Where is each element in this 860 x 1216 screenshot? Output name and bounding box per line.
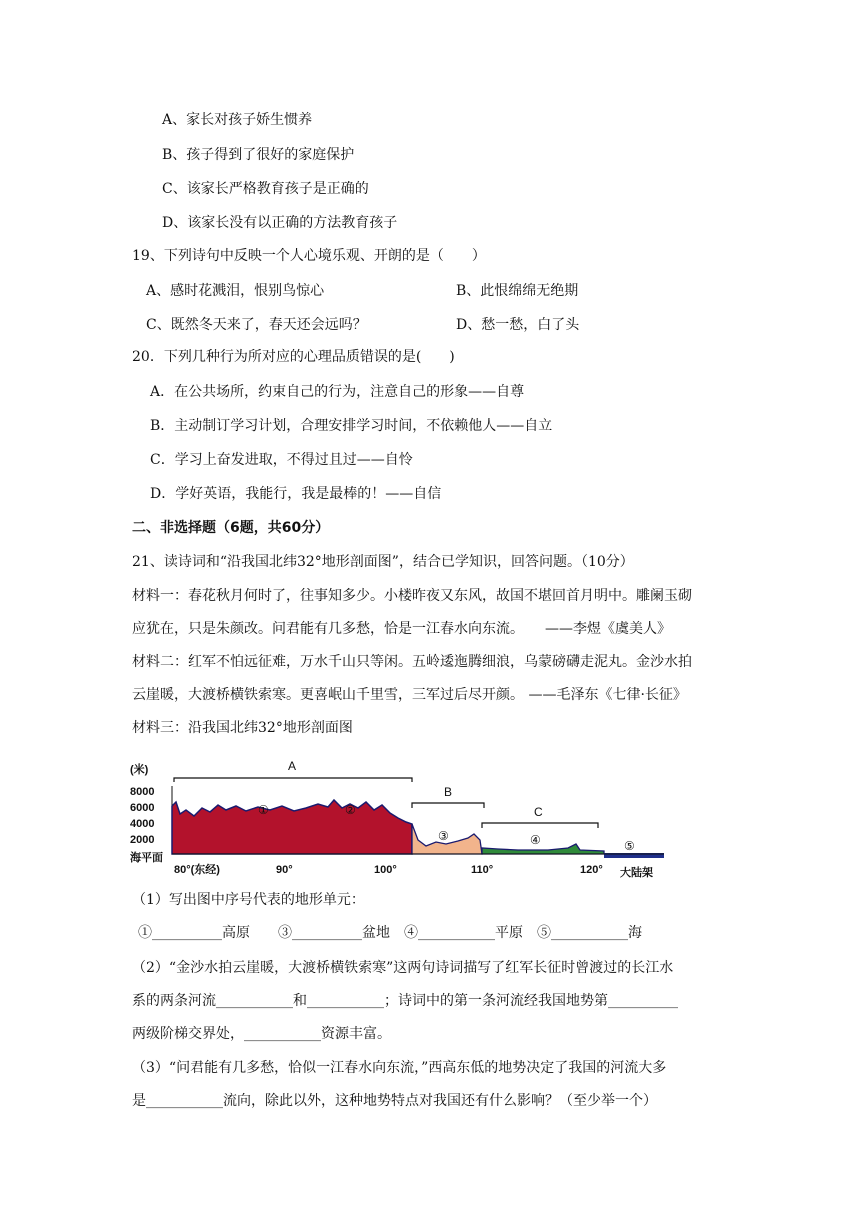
marker-5: ⑤ (624, 839, 635, 853)
y-label-2000: 2000 (130, 834, 155, 846)
q21-part1: （1）写出图中序号代表的地形单元： (132, 892, 365, 908)
section2-title: 二、非选择题（6题，共60分） (132, 520, 330, 536)
y-unit-label: (米) (130, 764, 149, 776)
x-label-120: 120° (580, 864, 603, 876)
q19-option-c: C、既然冬天来了，春天还会远吗？ (146, 317, 367, 333)
q20-stem: 20．下列几种行为所对应的心理品质错误的是( ) (132, 349, 455, 365)
q18-option-a: A、家长对孩子娇生惯养 (162, 112, 313, 128)
plain-area (482, 844, 604, 854)
q20-option-b: B．主动制订学习计划，合理安排学习时间，不依赖他人——自立 (150, 418, 553, 434)
q18-option-b: B、孩子得到了很好的家庭保护 (162, 147, 355, 163)
segment-b-label: B (444, 785, 453, 799)
q18-option-d: D、该家长没有以正确的方法教育孩子 (162, 215, 398, 231)
marker-3: ③ (438, 829, 449, 843)
q19-option-b: B、此恨绵绵无绝期 (456, 283, 579, 299)
y-label-8000: 8000 (130, 786, 155, 798)
x-label-110: 110° (471, 864, 494, 876)
bracket-c (482, 823, 598, 828)
material1-line1: 材料一：春花秋月何时了，往事知多少。小楼昨夜又东风，故国不堪回首月明中。雕阑玉砌 (132, 588, 692, 604)
x-label-80: 80°(东经) (174, 864, 220, 876)
q20-option-a: A．在公共场所，约束自己的行为，注意自己的形象——自尊 (150, 384, 525, 400)
marker-4: ④ (530, 833, 541, 847)
q21-stem: 21、读诗词和“沿我国北纬32°地形剖面图”，结合已学知识，回答问题。（10分） (132, 554, 634, 570)
y-label-4000: 4000 (130, 818, 155, 830)
segment-c-label: C (534, 805, 543, 819)
shelf-label: 大陆架 (620, 867, 653, 879)
terrain-profile-svg (128, 758, 668, 883)
x-label-100: 100° (374, 864, 397, 876)
q21-part2-line1: （2）“金沙水拍云崖暖，大渡桥横铁索寒”这两句诗词描写了红军长征时曾渡过的长江水 (132, 960, 674, 976)
y-label-6000: 6000 (130, 802, 155, 814)
q21-part3-line1: （3）“问君能有几多愁，恰似一江春水向东流，”西高东低的地势决定了我国的河流大多 (132, 1060, 667, 1076)
y-label-sea-level: 海平面 (130, 852, 163, 864)
marker-1: ① (258, 803, 269, 817)
material1-line2: 应犹在，只是朱颜改。问君能有几多愁，恰是一江春水向东流。 ——李煜《虞美人》 (132, 621, 671, 637)
q21-part1-answers: ①__________高原 ③__________盆地 ④___________平原 ⑤___________海 (138, 925, 642, 941)
bracket-a (174, 778, 412, 782)
q20-option-d: D．学好英语，我能行，我是最棒的！——自信 (150, 486, 442, 502)
material2-line1: 材料二：红军不怕远征难，万水千山只等闲。五岭逶迤腾细浪，乌蒙磅礴走泥丸。金沙水拍 (132, 654, 692, 670)
q19-option-a: A、感时花溅泪，恨别鸟惊心 (146, 283, 325, 299)
q18-option-c: C、该家长严格教育孩子是正确的 (162, 181, 369, 197)
x-label-90: 90° (276, 864, 293, 876)
q21-part2-line2: 系的两条河流___________和___________；诗词中的第一条河流经我国地势第__________ (132, 993, 678, 1009)
q19-stem: 19、下列诗句中反映一个人心境乐观、开朗的是（ ） (132, 248, 486, 264)
plateau-area (172, 800, 412, 854)
q19-option-d: D、愁一愁，白了头 (456, 317, 580, 333)
bracket-b (412, 803, 484, 808)
material2-line2: 云崖暖，大渡桥横铁索寒。更喜岷山千里雪，三军过后尽开颜。 ——毛泽东《七律·长征》 (132, 687, 687, 703)
q20-option-c: C．学习上奋发进取，不得过且过——自怜 (150, 452, 413, 468)
marker-2: ② (345, 803, 356, 817)
terrain-profile-figure (128, 758, 668, 883)
segment-a-label: A (288, 759, 297, 773)
q21-part2-line3: 两级阶梯交界处，___________资源丰富。 (132, 1026, 391, 1042)
q21-part3-line2: 是___________流向，除此以外，这种地势特点对我国还有什么影响？（至少举一个） (132, 1093, 657, 1109)
material3-title: 材料三：沿我国北纬32°地形剖面图 (132, 720, 353, 736)
